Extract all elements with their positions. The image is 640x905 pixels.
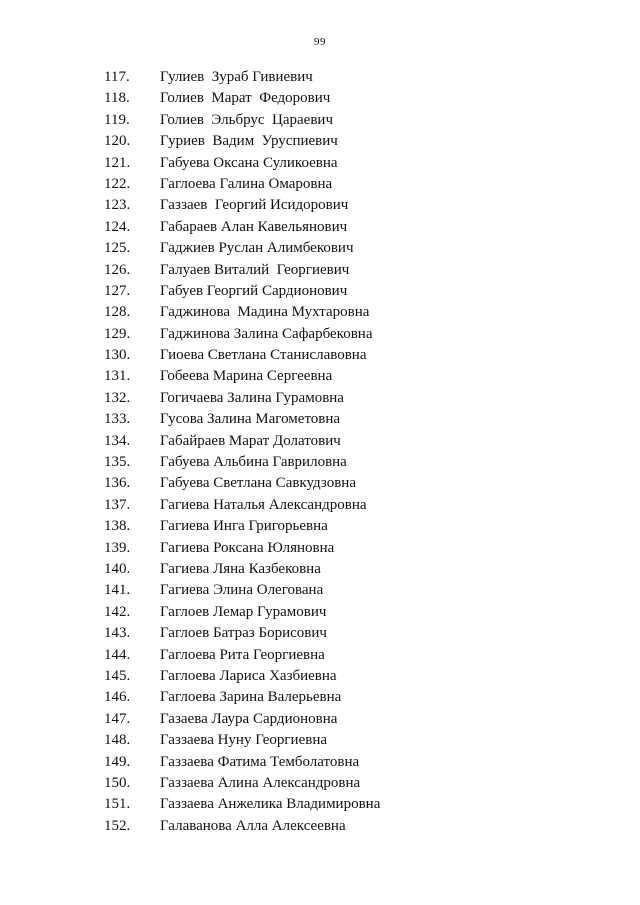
person-name: Гусова Залина Магометовна [160, 411, 341, 428]
item-number: 129. [104, 325, 131, 342]
list-item [104, 131, 544, 152]
list-item [104, 217, 544, 238]
list-item [104, 260, 544, 281]
list-item [104, 110, 544, 131]
list-item [104, 645, 544, 666]
item-number: 118. [104, 90, 130, 107]
item-number: 149. [104, 753, 131, 770]
person-name: Газаева Лаура Сардионовна [160, 710, 338, 727]
item-number: 117. [104, 69, 130, 85]
item-number: 124. [104, 218, 131, 235]
list-item [104, 345, 544, 366]
item-number: 119. [104, 111, 130, 128]
person-name: Гагиева Наталья Александровна [160, 496, 367, 513]
item-number: 125. [104, 240, 131, 257]
list-item [104, 752, 544, 773]
list-item [104, 538, 544, 559]
item-number: 130. [104, 347, 131, 364]
person-name: Гулиев Зураб Гивиевич [160, 69, 313, 85]
item-number: 145. [104, 667, 131, 684]
list-item [104, 409, 544, 430]
list-item [104, 324, 544, 345]
item-number: 135. [104, 454, 131, 471]
person-name: Гиоева Светлана Станиславовна [160, 347, 367, 364]
item-number: 134. [104, 432, 131, 449]
person-name: Гаглоев Лемар Гурамович [160, 603, 327, 620]
item-number: 121. [104, 154, 131, 171]
item-number: 152. [104, 817, 131, 834]
person-name: Гагиева Инга Григорьевна [160, 518, 328, 535]
list-item [104, 281, 544, 302]
person-name: Галуаев Виталий Георгиевич [160, 261, 350, 278]
person-name: Галаванова Алла Алексеевна [160, 817, 346, 834]
list-item [104, 473, 544, 494]
person-name: Гаглоева Зарина Валерьевна [160, 689, 342, 706]
item-number: 122. [104, 175, 131, 192]
person-name: Газзаева Нуну Георгиевна [160, 732, 327, 749]
list-item [104, 366, 544, 387]
person-name: Габуева Оксана Суликоевна [160, 154, 338, 171]
person-name: Гогичаева Залина Гурамовна [160, 389, 344, 406]
person-name: Голиев Эльбрус Цараевич [160, 111, 333, 128]
person-name: Газзаева Фатима Темболатовна [160, 753, 360, 770]
list-item [104, 431, 544, 452]
item-number: 140. [104, 560, 131, 577]
item-number: 147. [104, 710, 131, 727]
item-number: 137. [104, 496, 131, 513]
person-name: Гагиева Элина Олегована [160, 582, 324, 599]
item-number: 126. [104, 261, 131, 278]
item-number: 128. [104, 304, 131, 321]
item-number: 146. [104, 689, 131, 706]
item-number: 141. [104, 582, 131, 599]
person-name: Габуев Георгий Сардионович [160, 282, 348, 299]
list-item [104, 238, 544, 259]
person-name: Гаджиев Руслан Алимбекович [160, 240, 354, 257]
person-name: Габуева Альбина Гавриловна [160, 454, 347, 471]
item-number: 132. [104, 389, 131, 406]
item-number: 127. [104, 282, 131, 299]
item-number: 131. [104, 368, 131, 385]
item-number: 136. [104, 475, 131, 492]
person-name: Газзаев Георгий Исидорович [160, 197, 349, 214]
person-name: Гагиева Роксана Юляновна [160, 539, 335, 556]
page-number: 99 [314, 36, 326, 48]
person-name: Гобеева Марина Сергеевна [160, 368, 333, 385]
list-item [104, 153, 544, 174]
list-item [104, 516, 544, 537]
person-name: Гаджинова Мадина Мухтаровна [160, 304, 370, 321]
list-item [104, 687, 544, 708]
list-item [104, 388, 544, 409]
list-item [104, 195, 544, 216]
list-item [104, 495, 544, 516]
item-number: 139. [104, 539, 131, 556]
list-item [104, 67, 544, 88]
person-name: Газзаева Алина Александровна [160, 774, 361, 791]
item-number: 143. [104, 625, 131, 642]
list-item [104, 773, 544, 794]
person-name: Габараев Алан Кавельянович [160, 218, 348, 235]
person-name: Гаглоев Батраз Борисович [160, 625, 327, 642]
person-name: Гагиева Ляна Казбековна [160, 560, 321, 577]
person-name: Габуева Светлана Савкудзовна [160, 475, 356, 492]
item-number: 148. [104, 732, 131, 749]
list-item [104, 559, 544, 580]
item-number: 120. [104, 133, 131, 150]
list-item [104, 794, 544, 815]
item-number: 144. [104, 646, 131, 663]
list-item [104, 302, 544, 323]
list-item [104, 174, 544, 195]
person-name: Гаглоева Лариса Хазбиевна [160, 667, 337, 684]
list-item [104, 666, 544, 687]
person-name: Газзаева Анжелика Владимировна [160, 796, 381, 813]
person-name: Гуриев Вадим Уруспиевич [160, 133, 338, 150]
name-list [104, 67, 544, 837]
list-item [104, 709, 544, 730]
person-name: Гаглоева Галина Омаровна [160, 175, 333, 192]
item-number: 142. [104, 603, 131, 620]
item-number: 123. [104, 197, 131, 214]
list-item [104, 452, 544, 473]
list-item [104, 816, 544, 837]
list-item [104, 88, 544, 109]
list-item [104, 730, 544, 751]
list-item [104, 580, 544, 601]
person-name: Гаглоева Рита Георгиевна [160, 646, 325, 663]
list-item [104, 623, 544, 644]
person-name: Гаджинова Залина Сафарбековна [160, 325, 373, 342]
item-number: 133. [104, 411, 131, 428]
person-name: Габайраев Марат Долатович [160, 432, 341, 449]
item-number: 150. [104, 774, 131, 791]
list-item [104, 602, 544, 623]
item-number: 138. [104, 518, 131, 535]
person-name: Голиев Марат Федорович [160, 90, 331, 107]
item-number: 151. [104, 796, 131, 813]
